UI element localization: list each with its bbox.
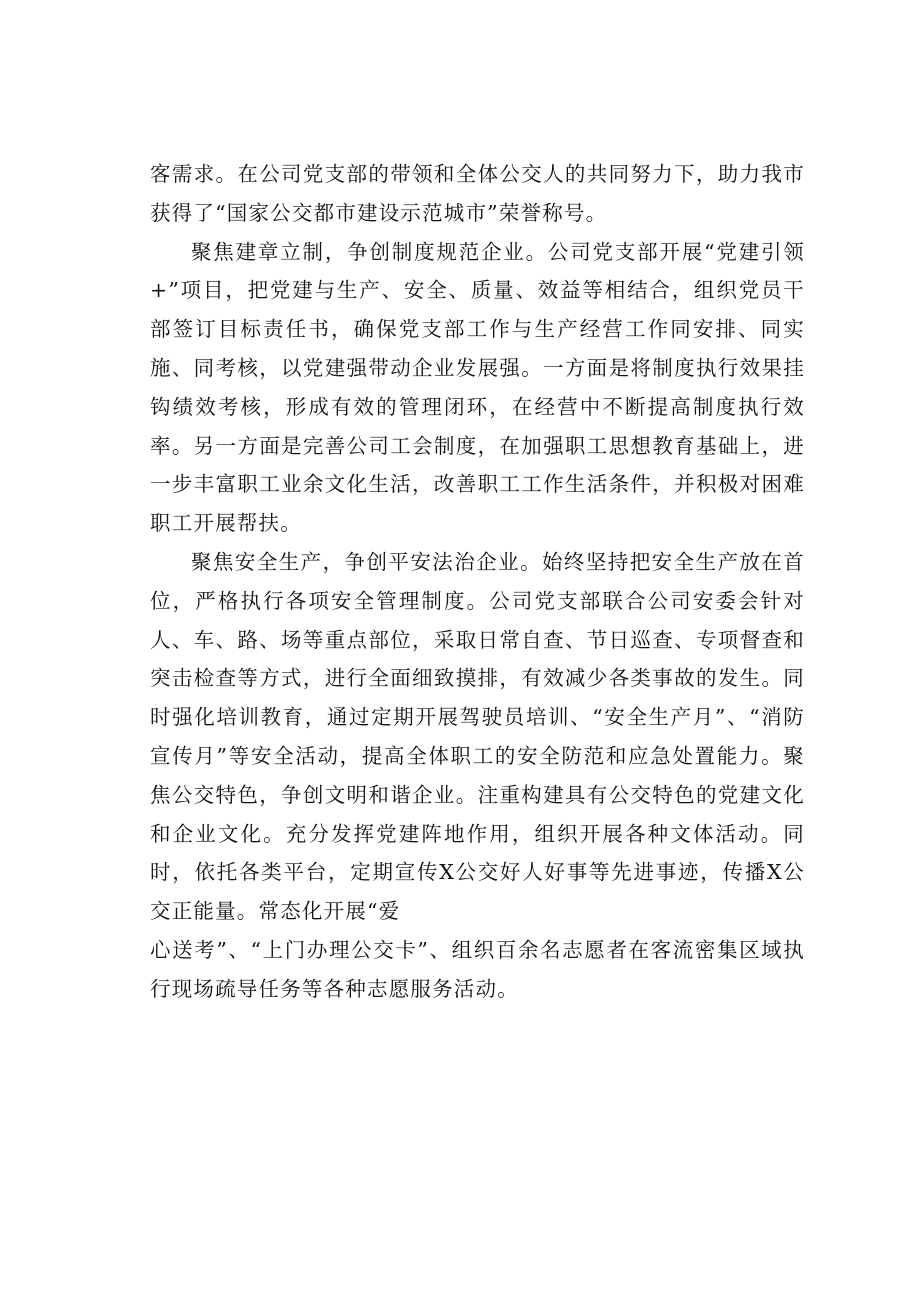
paragraph-safety-production: 聚焦安全生产，争创平安法治企业。始终坚持把安全生产放在首位，严格执行各项安全管理制度。公司党支部联合公司安委会针对人、车、路、场等重点部位，采取日常自查、节日巡查、专项督查和突击检查等方式，进行全面细致摸排，有效减少各类事故的发生。同时强化培训教育，通过定期开展驾驶员培训、“安全生产月”、“消防宣传月”等安全活动，提高全体职工的安全防范和应急处置能力。聚焦公交特色，争创文明和谐企业。注重构建具有公交特色的党建文化和企业文化。充分发挥党建阵地作用，组织开展各种文体活动。同时，依托各类平台，定期宣传X公交好人好事等先进事迹，传播X公交正能量。常态化开展“爱 bbox=[150, 549, 805, 924]
paragraph-continuation: 客需求。在公司党支部的带领和全体公交人的共同努力下，助力我市获得了“国家公交都市建设示范城市”荣誉称号。 bbox=[150, 162, 805, 225]
paragraph-volunteer-services: 心送考”、“上门办理公交卡”、组织百余名志愿者在客流密集区域执行现场疏导任务等各种志愿服务活动。 bbox=[150, 937, 805, 1001]
paragraph-institution-building: 聚焦建章立制，争创制度规范企业。公司党支部开展“党建引领+”项目，把党建与生产、安全、质量、效益等相结合，组织党员干部签订目标责任书，确保党支部工作与生产经营工作同安排、同实施、同考核，以党建强带动企业发展强。一方面是将制度执行效果挂钩绩效考核，形成有效的管理闭环，在经营中不断提高制度执行效率。另一方面是完善公司工会制度，在加强职工思想教育基础上，进一步丰富职工业余文化生活，改善职工工作生活条件，并积极对困难职工开展帮扶。 bbox=[150, 239, 805, 536]
document-body bbox=[150, 155, 805, 1009]
